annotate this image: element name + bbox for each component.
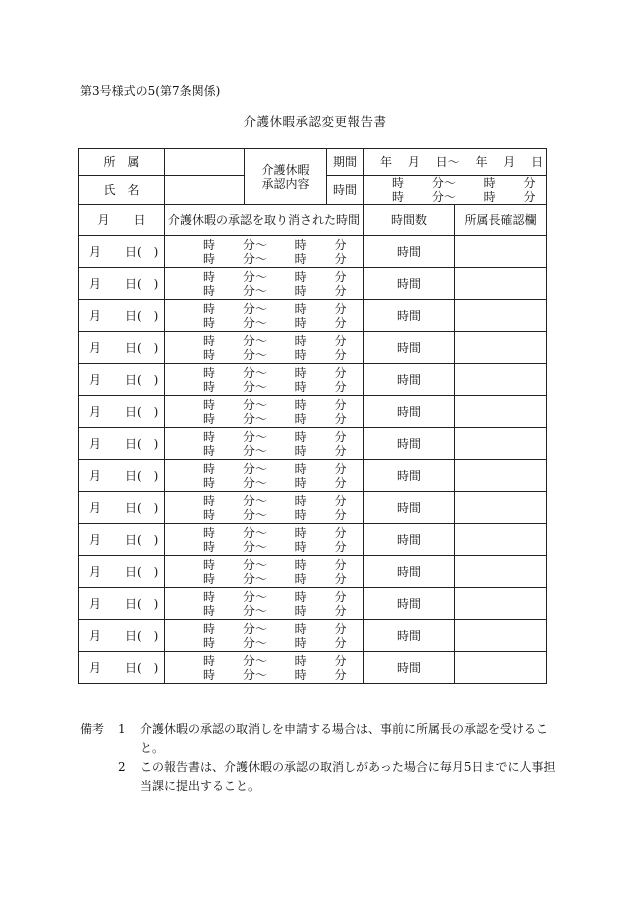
row-time-line1: 時 分～ 時 分: [203, 653, 347, 668]
row-date[interactable]: 月 日( ): [79, 588, 165, 620]
row-date[interactable]: 月 日( ): [79, 556, 165, 588]
row-date[interactable]: 月 日( ): [79, 332, 165, 364]
row-time[interactable]: [165, 588, 364, 620]
row-hours[interactable]: 時間: [364, 492, 455, 524]
row-time[interactable]: [165, 556, 364, 588]
row-time[interactable]: [165, 236, 364, 268]
row-time-line1: 時 分～ 時 分: [203, 493, 347, 508]
table-row: [79, 460, 547, 492]
affiliation-label: 所 属: [79, 149, 165, 176]
row-confirm[interactable]: [455, 428, 547, 460]
row-time-line2: 時 分～ 時 分: [203, 507, 347, 522]
row-date[interactable]: 月 日( ): [79, 364, 165, 396]
row-hours[interactable]: 時間: [364, 620, 455, 652]
row-time-line1: 時 分～ 時 分: [203, 237, 347, 252]
affiliation-row: [79, 149, 547, 176]
note-item-1: [80, 720, 560, 758]
row-time[interactable]: [165, 620, 364, 652]
row-time-line2: 時 分～ 時 分: [203, 347, 347, 362]
content-label-line1: 介護休暇: [261, 162, 310, 177]
table-row: [79, 620, 547, 652]
time-label: 時間: [327, 176, 364, 205]
row-date[interactable]: 月 日( ): [79, 268, 165, 300]
row-date[interactable]: 月 日( ): [79, 460, 165, 492]
row-time-line1: 時 分～ 時 分: [203, 333, 347, 348]
row-confirm[interactable]: [455, 492, 547, 524]
notes-label: 備考: [80, 722, 105, 736]
table-row: [79, 236, 547, 268]
row-hours[interactable]: 時間: [364, 588, 455, 620]
row-confirm[interactable]: [455, 588, 547, 620]
row-hours[interactable]: 時間: [364, 268, 455, 300]
row-hours[interactable]: 時間: [364, 460, 455, 492]
row-time-line2: 時 分～ 時 分: [203, 443, 347, 458]
row-date[interactable]: 月 日( ): [79, 428, 165, 460]
row-time[interactable]: [165, 524, 364, 556]
row-date[interactable]: 月 日( ): [79, 396, 165, 428]
col-cancelled-time: 介護休暇の承認を取り消された時間: [165, 205, 364, 236]
note-number: 1: [118, 722, 126, 736]
row-time-line2: 時 分～ 時 分: [203, 475, 347, 490]
table-row: [79, 332, 547, 364]
row-time-line1: 時 分～ 時 分: [203, 269, 347, 284]
row-hours[interactable]: 時間: [364, 396, 455, 428]
row-time[interactable]: [165, 268, 364, 300]
table-row: [79, 524, 547, 556]
row-confirm[interactable]: [455, 556, 547, 588]
form-number: 第3号様式の5(第7条関係): [80, 84, 221, 98]
row-time[interactable]: [165, 364, 364, 396]
report-table: [78, 148, 547, 684]
row-time-line1: 時 分～ 時 分: [203, 365, 347, 380]
row-confirm[interactable]: [455, 236, 547, 268]
row-time-line1: 時 分～ 時 分: [203, 525, 347, 540]
row-hours[interactable]: 時間: [364, 332, 455, 364]
row-time-line1: 時 分～ 時 分: [203, 461, 347, 476]
row-confirm[interactable]: [455, 268, 547, 300]
table-row: [79, 556, 547, 588]
page-title: 介護休暇承認変更報告書: [243, 114, 387, 129]
row-time-line2: 時 分～ 時 分: [203, 411, 347, 426]
row-time[interactable]: [165, 652, 364, 684]
row-confirm[interactable]: [455, 524, 547, 556]
row-confirm[interactable]: [455, 652, 547, 684]
row-time-line2: 時 分～ 時 分: [203, 571, 347, 586]
table-row: [79, 492, 547, 524]
row-time-line2: 時 分～ 時 分: [203, 603, 347, 618]
row-time-line1: 時 分～ 時 分: [203, 429, 347, 444]
row-time[interactable]: [165, 332, 364, 364]
row-date[interactable]: 月 日( ): [79, 524, 165, 556]
content-label: [245, 149, 327, 205]
period-label: 期間: [327, 149, 364, 176]
row-hours[interactable]: 時間: [364, 300, 455, 332]
row-confirm[interactable]: [455, 300, 547, 332]
period-value[interactable]: 年 月 日～ 年 月 日: [364, 149, 547, 176]
row-date[interactable]: 月 日( ): [79, 620, 165, 652]
row-time[interactable]: [165, 300, 364, 332]
row-time-line1: 時 分～ 時 分: [203, 589, 347, 604]
table-row: [79, 428, 547, 460]
row-time[interactable]: [165, 460, 364, 492]
notes: [80, 720, 560, 796]
note-text: 介護休暇の承認の取消しを申請する場合は、事前に所属長の承認を受けること。: [140, 722, 549, 755]
name-label: 氏 名: [79, 176, 165, 205]
row-time-line2: 時 分～ 時 分: [203, 667, 347, 682]
note-number: 2: [118, 760, 126, 774]
row-hours[interactable]: 時間: [364, 652, 455, 684]
row-time-line2: 時 分～ 時 分: [203, 251, 347, 266]
name-field[interactable]: [165, 176, 245, 205]
col-confirm: 所属長確認欄: [455, 205, 547, 236]
table-row: [79, 652, 547, 684]
rows-body: [79, 236, 547, 684]
row-time-line2: 時 分～ 時 分: [203, 379, 347, 394]
row-confirm[interactable]: [455, 332, 547, 364]
row-time-line2: 時 分～ 時 分: [203, 539, 347, 554]
column-header-row: [79, 205, 547, 236]
row-time-line1: 時 分～ 時 分: [203, 397, 347, 412]
row-time-line1: 時 分～ 時 分: [203, 621, 347, 636]
row-time-line1: 時 分～ 時 分: [203, 301, 347, 316]
row-hours[interactable]: 時間: [364, 556, 455, 588]
affiliation-field[interactable]: [165, 149, 245, 176]
row-confirm[interactable]: [455, 396, 547, 428]
table-row: [79, 268, 547, 300]
content-label-line2: 承認内容: [261, 176, 310, 191]
row-date[interactable]: 月 日( ): [79, 236, 165, 268]
row-confirm[interactable]: [455, 460, 547, 492]
col-hours: 時間数: [364, 205, 455, 236]
col-date: 月 日: [79, 205, 165, 236]
row-confirm[interactable]: [455, 620, 547, 652]
row-date[interactable]: 月 日( ): [79, 652, 165, 684]
row-hours[interactable]: 時間: [364, 364, 455, 396]
row-confirm[interactable]: [455, 364, 547, 396]
row-time-line2: 時 分～ 時 分: [203, 635, 347, 650]
row-time-line2: 時 分～ 時 分: [203, 283, 347, 298]
row-date[interactable]: 月 日( ): [79, 300, 165, 332]
time-value-line1: 時 分～ 時 分: [392, 176, 536, 190]
row-hours[interactable]: 時間: [364, 524, 455, 556]
note-text: この報告書は、介護休暇の承認の取消しがあった場合に毎月5日までに人事担当課に提出すること。: [140, 760, 556, 793]
row-time[interactable]: [165, 428, 364, 460]
time-value[interactable]: [364, 176, 547, 205]
row-hours[interactable]: 時間: [364, 236, 455, 268]
row-time-line2: 時 分～ 時 分: [203, 315, 347, 330]
table-row: [79, 300, 547, 332]
row-date[interactable]: 月 日( ): [79, 492, 165, 524]
table-row: [79, 364, 547, 396]
table-row: [79, 588, 547, 620]
note-item-2: [80, 758, 560, 796]
table-row: [79, 396, 547, 428]
row-time-line1: 時 分～ 時 分: [203, 557, 347, 572]
row-time[interactable]: [165, 396, 364, 428]
row-hours[interactable]: 時間: [364, 428, 455, 460]
row-time[interactable]: [165, 492, 364, 524]
time-value-line2: 時 分～ 時 分: [392, 190, 536, 204]
